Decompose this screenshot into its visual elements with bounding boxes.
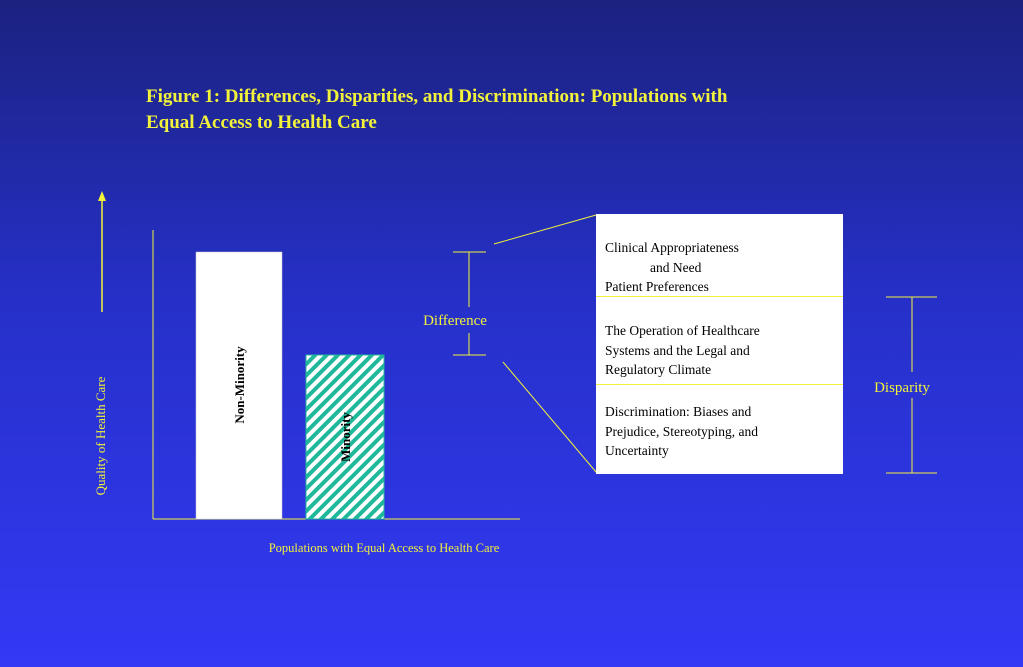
box3-line2: Prejudice, Stereotyping, and xyxy=(605,423,758,439)
y-axis-label: Quality of Health Care xyxy=(93,376,108,496)
box-clinical-appropriateness xyxy=(596,214,843,296)
x-axis-label: Populations with Equal Access to Health Care xyxy=(268,541,500,555)
bar-minority-label: Minority xyxy=(338,412,353,462)
box1-line3: Patient Preferences xyxy=(605,279,709,294)
bar-non-minority-label: Non-Minority xyxy=(232,346,247,424)
difference-bracket xyxy=(453,252,486,355)
title-line-2: Equal Access to Health Care xyxy=(146,112,377,133)
disparity-label: Disparity xyxy=(874,380,930,396)
box3-line1: Discrimination: Biases and xyxy=(605,404,752,419)
box1-line1: Clinical Appropriateness xyxy=(605,240,739,255)
box2-line3: Regulatory Climate xyxy=(605,362,712,377)
title-line-1: Figure 1: Differences, Disparities, and Discrimination: Populations with xyxy=(146,86,728,107)
y-axis-arrow xyxy=(98,191,106,312)
box1-line2: and Need xyxy=(650,259,702,275)
box2-line1: The Operation of Healthcare xyxy=(605,323,760,338)
connector-top xyxy=(494,215,596,244)
box-discrimination xyxy=(596,385,843,474)
box3-line3: Uncertainty xyxy=(605,443,669,458)
box2-line2: Systems and the Legal and xyxy=(605,342,750,358)
box-healthcare-systems xyxy=(596,297,843,384)
difference-label: Difference xyxy=(423,313,487,329)
connector-bottom xyxy=(503,362,596,472)
